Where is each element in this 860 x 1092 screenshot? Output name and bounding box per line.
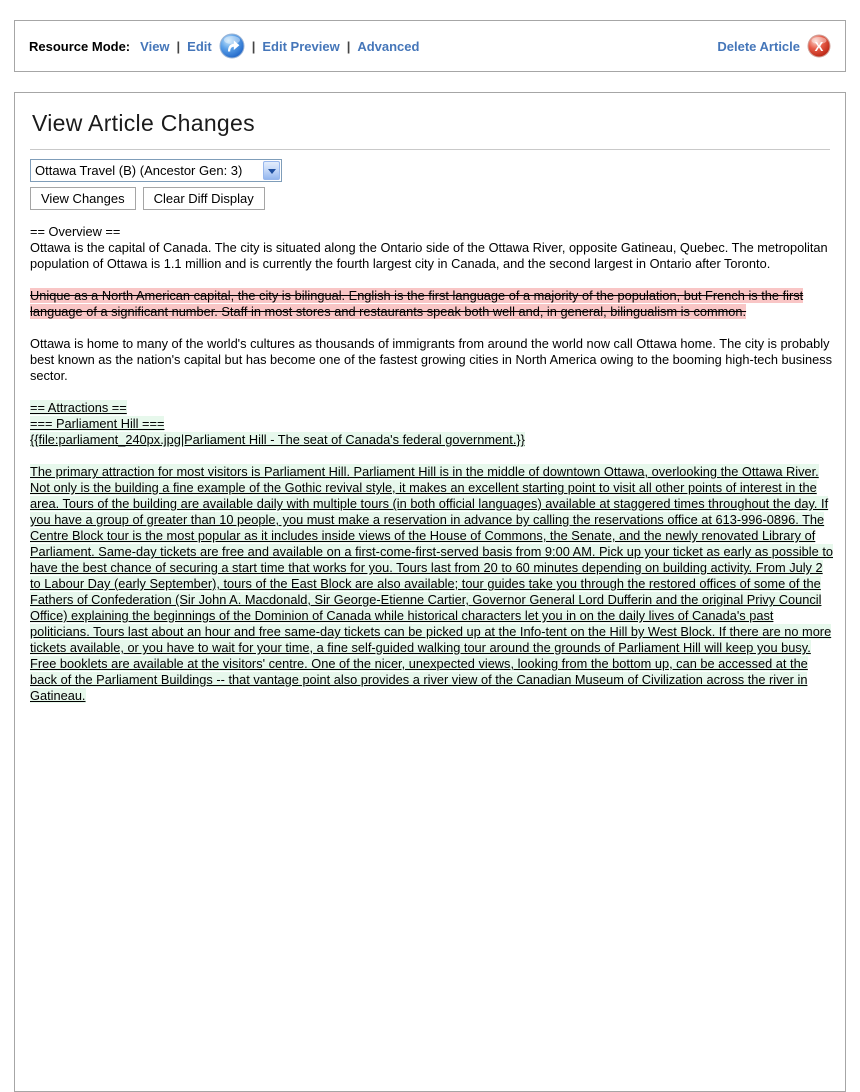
diff-actions [30, 187, 830, 210]
blank-line [30, 384, 836, 400]
blank-line [30, 448, 836, 464]
diff-added-paragraph [30, 464, 836, 704]
edit-link[interactable]: Edit [187, 38, 212, 54]
view-link[interactable]: View [140, 38, 170, 54]
diff-added-file-line [30, 432, 836, 448]
select-dropdown-button[interactable] [263, 161, 280, 180]
blank-line [30, 272, 836, 288]
ancestor-select-value: Ottawa Travel (B) (Ancestor Gen: 3) [35, 163, 243, 178]
diff-added-heading [30, 400, 836, 416]
resource-mode-links [29, 33, 419, 59]
delete-article-icon[interactable] [807, 34, 831, 58]
delete-article-area [717, 34, 831, 58]
resource-mode-label: Resource Mode: [29, 38, 131, 54]
added-text: {{file:parliament_240px.jpg|Parliament Hill - The seat of Canada's federal government.}} [30, 432, 525, 447]
edit-icon[interactable] [219, 33, 245, 59]
separator: | [251, 38, 256, 54]
svg-text:X: X [814, 39, 824, 54]
added-text: The primary attraction for most visitors is Parliament Hill. Parliament Hill is in the middle of downtown Ottawa, overlooking the Ottawa River. Not only is the building a fine example of the Gothic revival style, it makes an excellent starting point to visit all other points of interest in the area. Tours of the building are available daily with multiple tours (in both official languages) available at staggered times throughout the day. If you have a group of greater than 10 people, you must make a reservation in advance by calling the reservations office at 613-996-0896. The Centre Block tour is the most popular as it includes inside views of the House of Commons, the Senate, and the newly renovated Library of Parliament. Same-day tickets are free and available on a first-come-first-served basis from 9:00 AM. Pick up your ticket as early as possible to have the best chance of securing a start time that works for you. Tours last from 20 to 60 minutes depending on building activity. From July 2 to Labour Day (early September), tours of the East Block are also available; tour guides take you through the restored offices of some of the Fathers of Confederation (Sir John A. Macdonald, Sir George-Etienne Cartier, Governor General Lord Dufferin and the original Privy Council Office) explaining the beginnings of the Dominion of Canada while historical characters let you in on the daily lives of Canada's past politicians. Tours last about an hour and free same-day tickets can be picked up at the Info-tent on the Hill by West Block. If there are no more tickets available, or you have to wait for your time, a fine self-guided walking tour around the grounds of Parliament Hill will keep you busy. Free booklets are available at the visitors' centre. One of the nicer, unexpected views, looking from the bottom up, can be accessed at the back of the Parliament Buildings -- that vantage point also provides a river view of the Canadian Museum of Civilization across the river in Gatineau. [30, 464, 833, 703]
added-text: == Attractions == [30, 400, 127, 415]
resource-mode-toolbar [14, 20, 846, 72]
delete-article-link[interactable]: Delete Article [717, 38, 800, 54]
diff-paragraph: Ottawa is home to many of the world's cultures as thousands of immigrants from around the world now call Ottawa home. The city is probably best known as the nation's capital but has become one of the fastest growing cities in North America owing to the booming high-tech business sector. [30, 336, 832, 383]
blank-line [30, 320, 836, 336]
view-article-changes-panel [14, 92, 846, 1092]
view-changes-button[interactable]: View Changes [30, 187, 136, 210]
separator: | [176, 38, 181, 54]
page-title: View Article Changes [32, 110, 255, 136]
edit-preview-link[interactable]: Edit Preview [262, 38, 340, 54]
diff-deleted-block [30, 288, 836, 320]
separator: | [346, 38, 351, 54]
deleted-text: Unique as a North American capital, the city is bilingual. English is the first language of a majority of the population, but French is the first language of a significant number. Staff in most stores and restaurants speak both well and, in general, bilingualism is common. [30, 288, 804, 319]
clear-diff-button[interactable]: Clear Diff Display [143, 187, 265, 210]
diff-display [30, 224, 836, 704]
ancestor-select[interactable] [30, 159, 282, 182]
diff-paragraph: Ottawa is the capital of Canada. The city is situated along the Ontario side of the Ottawa River, opposite Gatineau, Quebec. The metropolitan population of Ottawa is 1.1 million and is currently the fourth largest city in Canada, and the second largest in Ontario after Toronto. [30, 240, 828, 271]
advanced-link[interactable]: Advanced [357, 38, 420, 54]
title-divider [30, 149, 830, 150]
diff-added-heading [30, 416, 836, 432]
added-text: === Parliament Hill === [30, 416, 165, 431]
chevron-down-icon [268, 169, 276, 178]
diff-heading-overview: == Overview == [30, 224, 121, 239]
